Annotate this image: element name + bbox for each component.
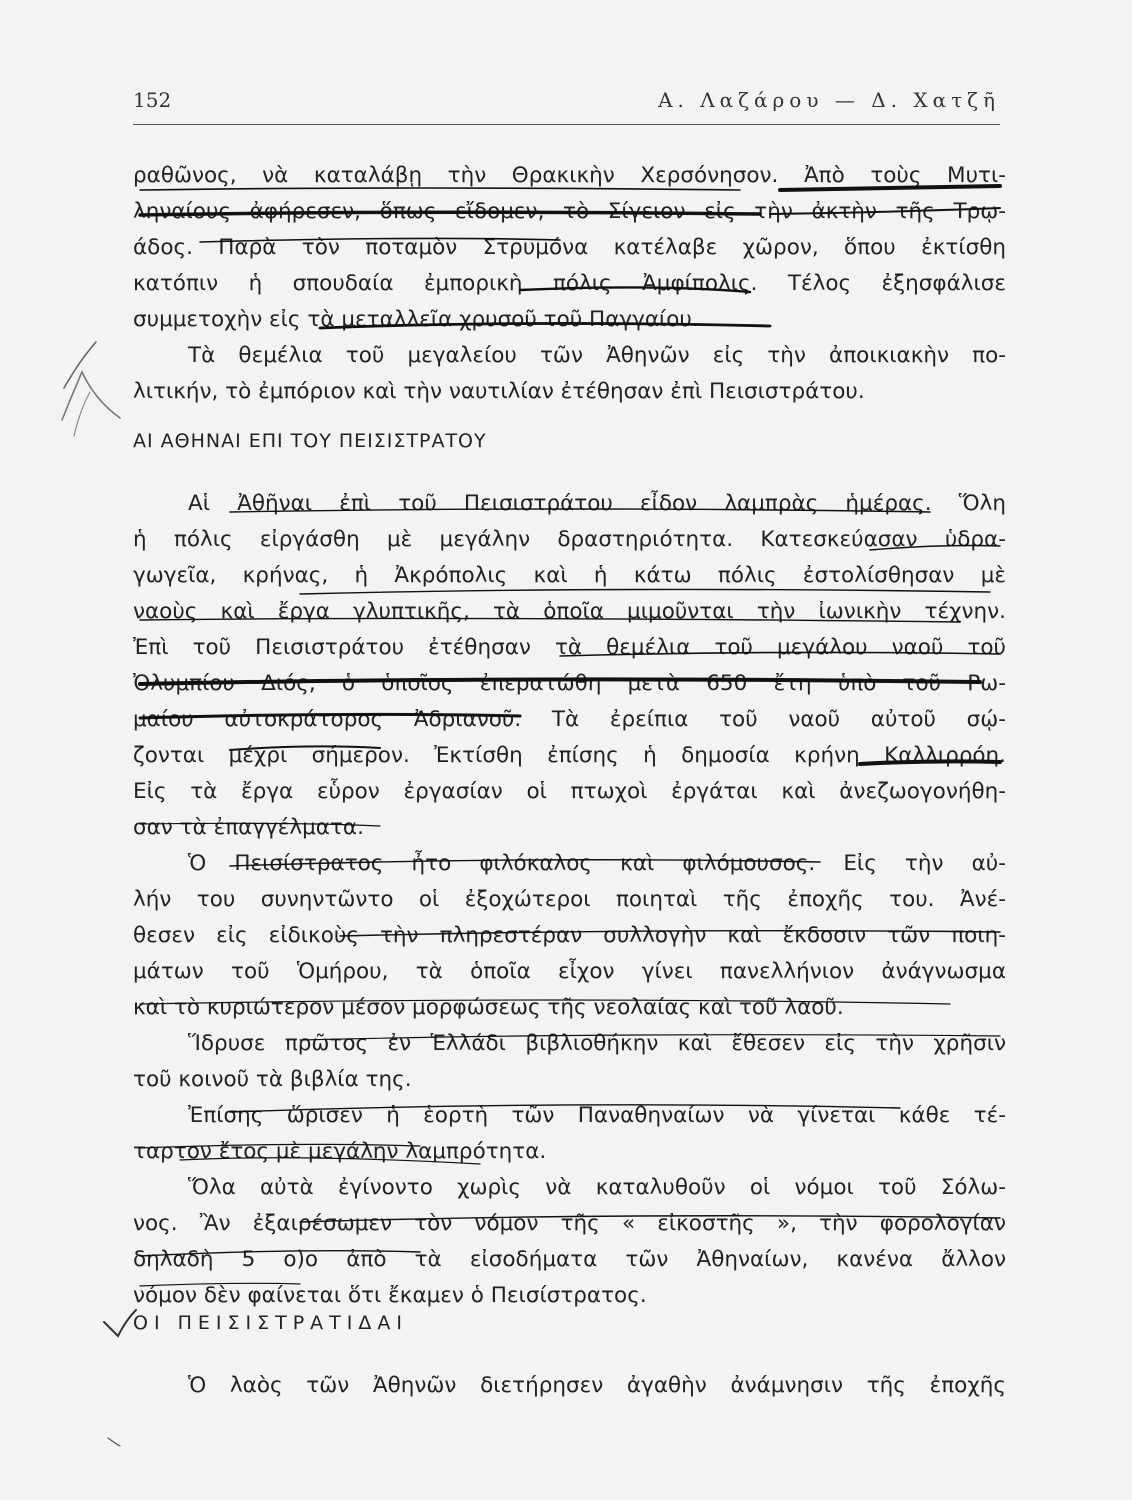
page-number: 152 — [133, 88, 172, 112]
text-line: Ἐπὶ τοῦ Πεισιστράτου ἐτέθησαν τὰ θεμέλια τοῦ μεγάλου ναοῦ τοῦ — [133, 635, 1006, 660]
text-line: λήν του συνηντῶντο οἱ ἐξοχώτεροι ποιηταὶ τῆς ἐποχῆς του. Ἀνέ- — [133, 887, 1006, 912]
text-line: θεσεν εἰς εἰδικοὺς τὴν πληρεστέραν συλλογὴν καὶ ἔκδοσιν τῶν ποιη- — [133, 923, 1006, 948]
text-line: μαίου αὐτοκράτορος Ἀδριανοῦ. Τὰ ἐρείπια τοῦ ναοῦ αὐτοῦ σῴ- — [133, 707, 1006, 732]
text-line: ἡ πόλις εἰργάσθη μὲ μεγάλην δραστηριότητα. Κατεσκεύασαν ὑδρα- — [133, 527, 1006, 552]
margin-check-mark — [74, 392, 90, 436]
text-line: ραθῶνος, νὰ καταλάβῃ τὴν Θρακικὴν Χερσόνησον. Ἀπὸ τοὺς Μυτι- — [133, 163, 1006, 188]
text-line: Ἵδρυσε πρῶτος ἐν Ἑλλάδι βιβλιοθήκην καὶ ἔθεσεν εἰς τὴν χρῆσιν — [188, 1031, 1006, 1056]
paragraph-block-3 — [133, 1368, 1006, 1404]
paragraph-block-1 — [133, 158, 1006, 410]
text-line: Τὰ θεμέλια τοῦ μεγαλείου τῶν Ἀθηνῶν εἰς τὴν ἀποικιακὴν πο- — [188, 343, 1006, 368]
text-line: νος. Ἂν ἐξαιρέσωμεν τὸν νόμον τῆς « εἰκοστῆς », τὴν φορολογίαν — [133, 1211, 1006, 1236]
text-line: λιτικήν, τὸ ἐμπόριον καὶ τὴν ναυτιλίαν ἐτέθησαν ἐπὶ Πεισιστράτου. — [133, 379, 865, 404]
text-line: κατόπιν ἡ σπουδαία ἐμπορικὴ πόλις Ἀμφίπολις. Τέλος ἐξησφάλισε — [133, 271, 1006, 296]
text-line: δηλαδὴ 5 ο)ο ἀπὸ τὰ εἰσοδήματα τῶν Ἀθηναίων, κανένα ἄλλον — [133, 1247, 1006, 1272]
text-line: ζονται μέχρι σήμερον. Ἐκτίσθη ἐπίσης ἡ δημοσία κρήνη Καλλιρρόη. — [133, 743, 1006, 768]
section-heading: ΟΙ ΠΕΙΣΙΣΤΡΑΤΙΔΑΙ — [133, 1312, 408, 1334]
text-line: τοῦ κοινοῦ τὰ βιβλία της. — [133, 1067, 412, 1092]
text-line: Ἐπίσης ὥρισεν ἡ ἑορτὴ τῶν Παναθηναίων νὰ γίνεται κάθε τέ- — [188, 1103, 1006, 1128]
text-line: Εἰς τὰ ἔργα εὗρον ἐργασίαν οἱ πτωχοὶ ἐργάται καὶ ἀνεζωογονήθη- — [133, 779, 1006, 804]
margin-tick-mark — [108, 1438, 120, 1446]
text-line: συμμετοχὴν εἰς τὰ μεταλλεῖα χρυσοῦ τοῦ Παγγαίου. — [133, 307, 699, 332]
margin-check-mark — [62, 372, 120, 420]
text-line: καὶ τὸ κυριώτερον μέσον μορφώσεως τῆς νεολαίας καὶ τοῦ λαοῦ. — [133, 995, 844, 1020]
text-line: Ὁ λαὸς τῶν Ἀθηνῶν διετήρησεν ἀγαθὴν ἀνάμνησιν τῆς ἐποχῆς — [188, 1373, 1006, 1398]
text-line: άδος. Παρὰ τὸν ποταμὸν Στρυμόνα κατέλαβε χῶρον, ὅπου ἐκτίσθη — [133, 235, 1006, 260]
text-line: μάτων τοῦ Ὁμήρου, τὰ ὁποῖα εἶχον γίνει πανελλήνιον ἀνάγνωσμα — [133, 959, 1006, 984]
text-line: σαν τὰ ἐπαγγέλματα. — [133, 815, 364, 840]
text-line: Ὅλα αὐτὰ ἐγίνοντο χωρὶς νὰ καταλυθοῦν οἱ νόμοι τοῦ Σόλω- — [188, 1175, 1006, 1200]
text-line: ταρτον ἔτος μὲ μεγάλην λαμπρότητα. — [133, 1139, 547, 1164]
text-line: Ὁ Πεισίστρατος ἦτο φιλόκαλος καὶ φιλόμουσος. Εἰς τὴν αὐ- — [188, 851, 1006, 876]
text-line: νόμον δὲν φαίνεται ὅτι ἔκαμεν ὁ Πεισίστρατος. — [133, 1283, 647, 1308]
section-heading: ΑΙ ΑΘΗΝΑΙ ΕΠΙ ΤΟΥ ΠΕΙΣΙΣΤΡΑΤΟΥ — [133, 430, 487, 452]
margin-check-mark — [64, 342, 96, 388]
paragraph-block-2 — [133, 486, 1006, 1314]
text-line: ναοὺς καὶ ἔργα γλυπτικῆς, τὰ ὁποῖα μιμοῦνται τὴν ἰωνικὴν τέχνην. — [133, 599, 1006, 624]
text-line: Αἱ Ἀθῆναι ἐπὶ τοῦ Πεισιστράτου εἶδον λαμπρὰς ἡμέρας. Ὅλη — [188, 491, 1006, 516]
text-line: ληναίους ἀφήρεσεν, ὅπως εἴδομεν, τὸ Σίγειον εἰς τὴν ἀκτὴν τῆς Τρῳ- — [133, 199, 1006, 224]
text-line: Ὀλυμπίου Διός, ὁ ὁποῖος ἐπερατώθη μετὰ 650 ἔτη ὑπὸ τοῦ Ρω- — [133, 671, 1006, 696]
margin-check-mark — [104, 1310, 136, 1336]
text-line: γωγεῖα, κρήνας, ἡ Ἀκρόπολις καὶ ἡ κάτω πόλις ἐστολίσθησαν μὲ — [133, 563, 1006, 588]
running-title: Α. Λαζάρου — Δ. Χατζῆ — [658, 88, 1000, 112]
page-header — [133, 88, 1000, 125]
